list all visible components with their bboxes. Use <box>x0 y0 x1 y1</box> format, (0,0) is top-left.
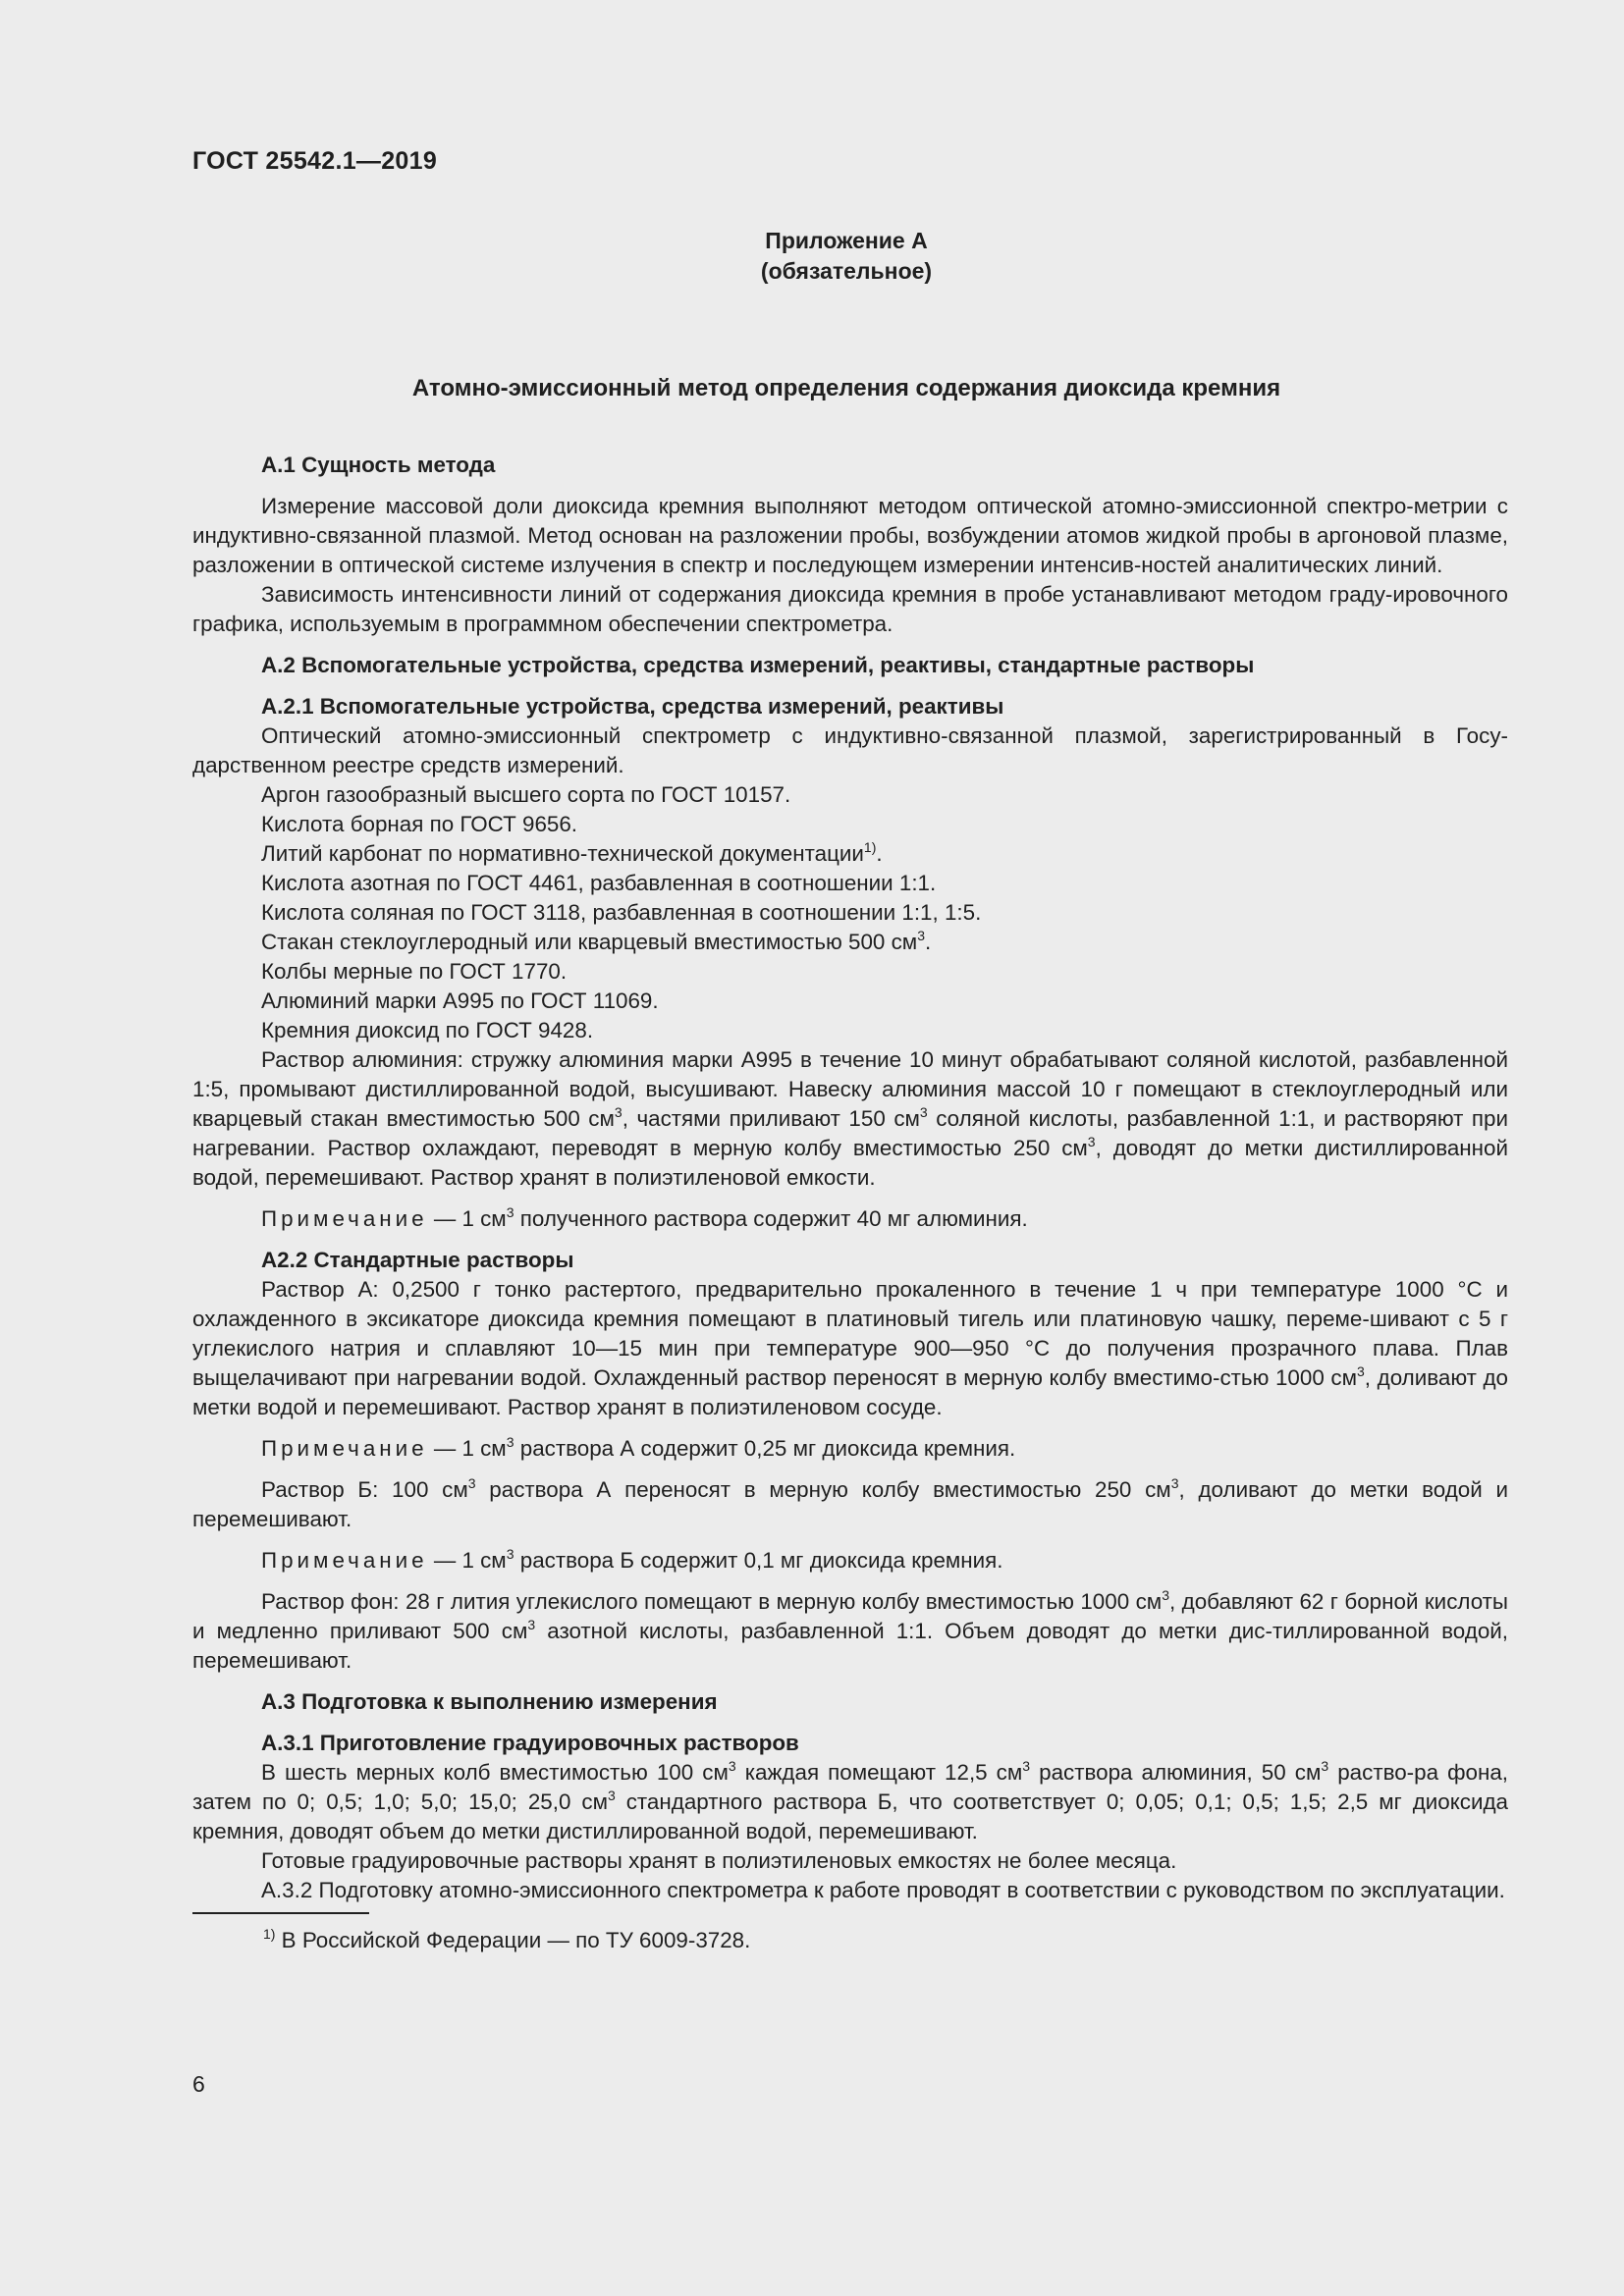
text-run: раствора А переносят в мерную колбу вместимостью 250 см <box>475 1477 1171 1502</box>
text-run: стандартного раствора Б, что соответствует 0; 0,05; 0,1; 0,5; 1,5; 2,5 мг диоксида кремния, доводят объем до метки дистиллированной водой, перемешивают. <box>192 1789 1509 1843</box>
superscript: 3 <box>728 1758 736 1774</box>
list-item: Оптический атомно-эмиссионный спектрометр с индуктивно-связанной плазмой, зарегистрированный в Госу-дарственном реестре средств измерений. <box>192 723 1508 777</box>
superscript: 3 <box>1170 1475 1179 1491</box>
section-a3-heading: А.3 Подготовка к выполнению измерения <box>261 1689 718 1714</box>
text-run: соляной кислоты, разбавленной 1:1, и растворяют при нагревании. Раствор охлаждают, переводят в мерную колбу вместимостью 250 см <box>192 1106 1508 1160</box>
superscript: 3 <box>527 1617 536 1632</box>
appendix-label: Приложение А <box>765 228 928 253</box>
footnote-reference: 1) <box>863 839 877 855</box>
superscript: 3 <box>919 1104 928 1120</box>
text-run: Стакан стеклоуглеродный или кварцевый вместимостью 500 см <box>261 930 918 954</box>
section-a1-heading: А.1 Сущность метода <box>261 453 496 477</box>
text-run: — 1 см <box>427 1548 507 1573</box>
text-run: полученного раствора содержит 40 мг алюминия. <box>514 1206 1028 1231</box>
paragraph: Измерение массовой доли диоксида кремния выполняют методом оптической атомно-эмиссионной спектро-метрии с индуктивно-связанной плазмой. Метод основан на разложении пробы, возбуждении атомов жидкой пробы в аргоновой плазме, разложении в оптической системе излучения в спектр и последующем измерении интенсив-ностей аналитических линий. <box>192 494 1508 577</box>
standard-designation: ГОСТ 25542.1—2019 <box>192 147 438 175</box>
superscript: 3 <box>614 1104 623 1120</box>
text-run: , доливают до метки водой и перемешивают. <box>192 1477 1509 1531</box>
list-item <box>192 928 1508 957</box>
text-run: Раствор А: 0,2500 г тонко растертого, предварительно прокаленного в течение 1 ч при температуре 1000 °С и охлажденного в эксикаторе диоксида кремния помещают в платиновый тигель или платиновую чашку, переме-шивают с 5 г углекислого натрия и сплавляют 10—15 мин при температуре 900—950 °С до получения прозрачного плава. Плав выщелачивают при нагревании водой. Охлажденный раствор переносят в мерную колбу вместимо-стью 1000 см <box>192 1277 1508 1390</box>
footnote-mark: 1) <box>263 1926 276 1942</box>
list-item: Кислота борная по ГОСТ 9656. <box>261 812 578 836</box>
subsection-a31-heading: А.3.1 Приготовление градуировочных растворов <box>261 1731 799 1755</box>
text-run: раствора А содержит 0,25 мг диоксида кремния. <box>514 1436 1016 1461</box>
appendix-title: Атомно-эмиссионный метод определения содержания диоксида кремния <box>411 375 1281 401</box>
text-run: каждая помещают 12,5 см <box>735 1760 1023 1785</box>
text-run: , добавляют 62 г борной кислоты и медленно приливают 500 см <box>192 1589 1509 1643</box>
paragraph: Зависимость интенсивности линий от содержания диоксида кремния в пробе устанавливают методом граду-ировочного графика, используемым в программном обеспечении спектрометра. <box>192 582 1508 636</box>
note-label: Примечание <box>261 1206 428 1231</box>
superscript: 3 <box>467 1475 476 1491</box>
list-item: Кислота азотная по ГОСТ 4461, разбавленная в соотношении 1:1. <box>261 871 937 895</box>
list-item: Кремния диоксид по ГОСТ 9428. <box>261 1018 594 1042</box>
note-label: Примечание <box>261 1548 428 1573</box>
paragraph <box>192 1045 1508 1193</box>
superscript: 3 <box>506 1546 514 1562</box>
document-body <box>192 451 1508 1955</box>
superscript: 3 <box>1022 1758 1031 1774</box>
text-run: Раствор алюминия: стружку алюминия марки А995 в течение 10 минут обрабатывают соляной кислотой, разбавленной 1:5, промывают дистиллированной водой, высушивают. Навеску алюминия массой 10 г помещают в стеклоуглеродный или кварцевый стакан вместимостью 500 см <box>192 1047 1508 1131</box>
text-run: раство-ра фона, затем по 0; 0,5; 1,0; 5,0; 15,0; 25,0 см <box>192 1760 1509 1814</box>
list-item: Кислота соляная по ГОСТ 3118, разбавленная в соотношении 1:1, 1:5. <box>261 900 982 925</box>
text-run: . <box>925 930 932 954</box>
footnote <box>192 1926 1508 1955</box>
appendix-caption <box>0 226 1624 287</box>
text-run: Раствор фон: 28 г лития углекислого помещают в мерную колбу вместимостью 1000 см <box>261 1589 1163 1614</box>
paragraph <box>192 1587 1508 1676</box>
subsection-a21-heading: А.2.1 Вспомогательные устройства, средства измерений, реактивы <box>261 694 1004 719</box>
list-item: Колбы мерные по ГОСТ 1770. <box>261 959 568 984</box>
text-run: — 1 см <box>427 1436 507 1461</box>
text-run: азотной кислоты, разбавленной 1:1. Объем доводят до метки дис-тиллированной водой, перемешивают. <box>192 1619 1509 1673</box>
text-run: , доливают до метки водой и перемешивают. Раствор хранят в полиэтиленовом сосуде. <box>192 1365 1508 1419</box>
superscript: 3 <box>607 1788 616 1803</box>
text-run: Раствор Б: 100 см <box>261 1477 468 1502</box>
note <box>192 1434 1508 1464</box>
superscript: 3 <box>1357 1363 1365 1379</box>
text-run: , частями приливают 150 см <box>622 1106 920 1131</box>
list-item: Алюминий марки А995 по ГОСТ 11069. <box>261 988 659 1013</box>
note <box>192 1546 1508 1575</box>
text-run: Литий карбонат по нормативно-технической документации <box>261 841 864 866</box>
superscript: 3 <box>1321 1758 1329 1774</box>
text-run: В шесть мерных колб вместимостью 100 см <box>261 1760 729 1785</box>
subsection-a22-heading: А2.2 Стандартные растворы <box>261 1248 574 1272</box>
appendix-status: (обязательное) <box>760 258 933 284</box>
footnote-divider <box>192 1912 369 1914</box>
text-run: раствора алюминия, 50 см <box>1030 1760 1322 1785</box>
list-item: Аргон газообразный высшего сорта по ГОСТ 10157. <box>261 782 791 807</box>
note <box>192 1204 1508 1234</box>
note-label: Примечание <box>261 1436 428 1461</box>
footnote-text: В Российской Федерации — по ТУ 6009-3728. <box>275 1928 751 1952</box>
text-run: — 1 см <box>427 1206 507 1231</box>
paragraph: Готовые градуировочные растворы хранят в полиэтиленовых емкостях не более месяца. <box>261 1848 1177 1873</box>
superscript: 3 <box>506 1204 514 1220</box>
paragraph <box>192 1275 1508 1422</box>
text-run: раствора Б содержит 0,1 мг диоксида кремния. <box>514 1548 1003 1573</box>
page-number: 6 <box>192 2071 205 2097</box>
text-run: . <box>876 841 883 866</box>
superscript: 3 <box>1162 1587 1169 1603</box>
superscript: 3 <box>506 1434 514 1450</box>
superscript: 3 <box>917 928 925 943</box>
paragraph <box>192 1475 1508 1534</box>
paragraph <box>192 1758 1508 1846</box>
list-item <box>192 839 1508 869</box>
text-run: , доводят до метки дистиллированной водой, перемешивают. Раствор хранят в полиэтиленовой емкости. <box>192 1136 1508 1190</box>
paragraph: А.3.2 Подготовку атомно-эмиссионного спектрометра к работе проводят в соответствии с руководством по эксплуатации. <box>261 1878 1505 1902</box>
section-a2-heading: А.2 Вспомогательные устройства, средства измерений, реактивы, стандартные растворы <box>261 653 1255 677</box>
superscript: 3 <box>1087 1134 1096 1149</box>
